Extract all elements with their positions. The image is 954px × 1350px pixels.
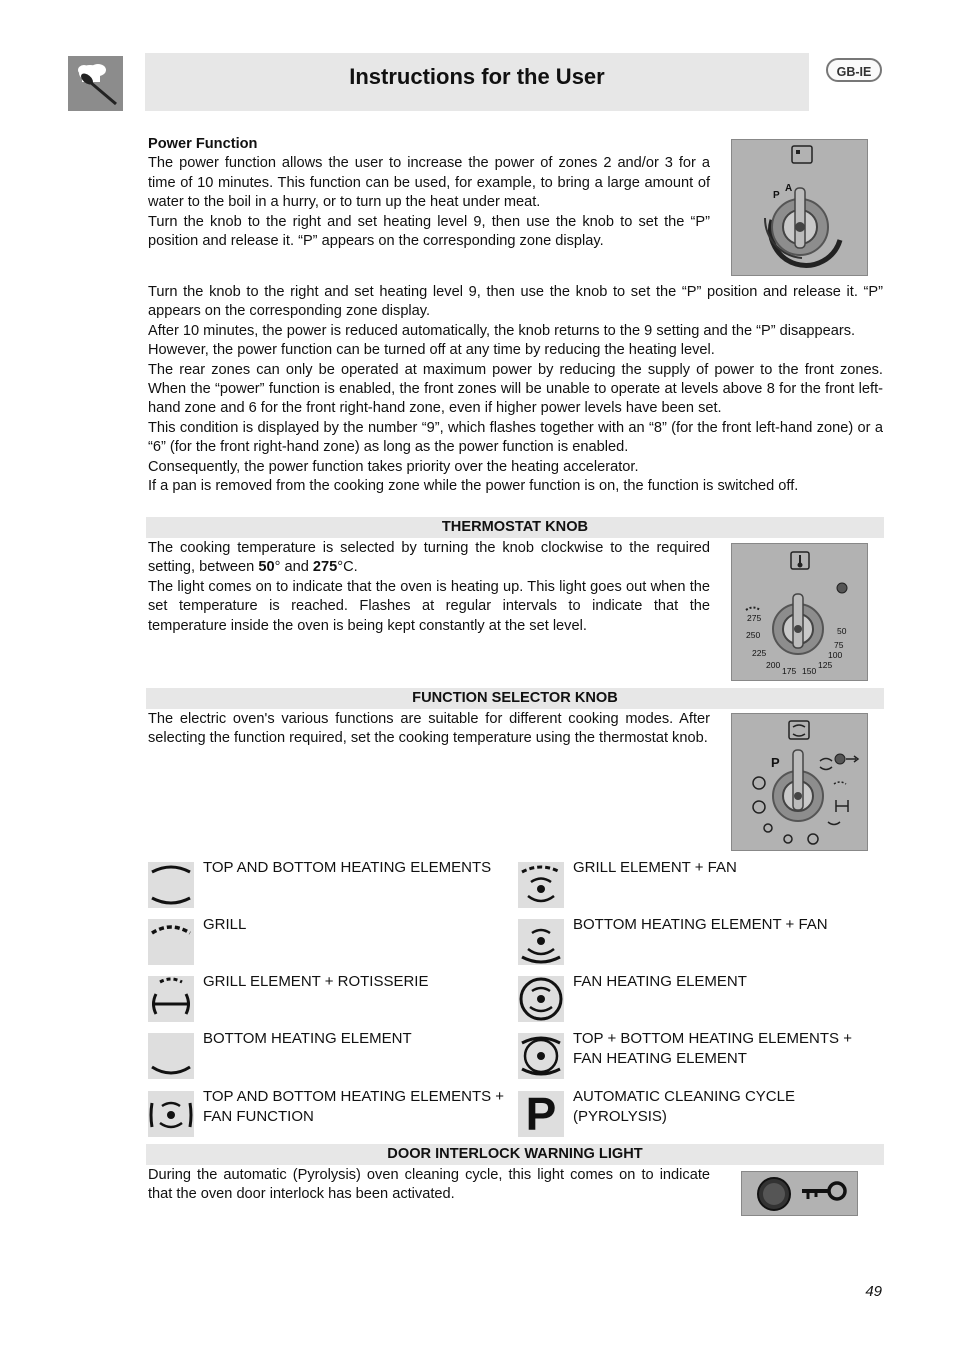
power-function-intro-text-2: Turn the knob to the right and set heating level 9, then use the knob to set the “P” position and release it. “P” appears on the corresponding zone display. [148, 213, 710, 250]
scale-label: 150 [802, 666, 817, 676]
power-knob-panel [731, 139, 868, 276]
function-label: AUTOMATIC CLEANING CYCLE (PYROLYSIS) [573, 1088, 795, 1125]
paragraph: The rear zones can only be operated at maximum power by reducing the supply of power to the front zones. When the “power” function is enabled, the front zones will be unable to operate at levels above 8 for the front left-hand zone and 6 for the front right-hand zone, even if higher power levels have been set. [148, 361, 883, 417]
scale-label: 200 [766, 660, 781, 670]
function-label: BOTTOM HEATING ELEMENT + FAN [573, 916, 828, 933]
thermostat-heading: THERMOSTAT KNOB [146, 517, 884, 538]
scale-label: 50 [837, 626, 847, 636]
scale-label: 100 [828, 650, 843, 660]
power-function-intro [148, 135, 710, 251]
page-title: Instructions for the User [349, 64, 605, 89]
thermostat-text [148, 539, 710, 636]
scale-label: 250 [746, 630, 761, 640]
oven-light-icon [837, 583, 847, 593]
grill-fan-icon [518, 862, 564, 908]
door-lamp-icon [835, 754, 845, 764]
paragraph: Consequently, the power function takes priority over the heating accelerator. [148, 458, 639, 475]
door-interlock-heading: DOOR INTERLOCK WARNING LIGHT [146, 1144, 884, 1165]
thermostat-knob-panel [731, 543, 868, 681]
function-label: GRILL [203, 916, 247, 933]
scale-label: 225 [752, 648, 767, 658]
thermostat-light-text: The light comes on to indicate that the oven is heating up. This light goes out when the set temperature is reached. Flashes at regular intervals to indicate that the temperature inside the oven is being kept constantly at the set level. [148, 578, 710, 634]
paragraph: After 10 minutes, the power is reduced automatically, the knob returns to the 9 setting and the “P” disappears. [148, 322, 856, 339]
scale-label: 275 [747, 613, 762, 623]
function-selector-heading: FUNCTION SELECTOR KNOB [146, 688, 884, 709]
paragraph: However, the power function can be turned off at any time by reducing the heating level. [148, 342, 715, 359]
top-bottom-fan-heating-icon [518, 1033, 564, 1079]
paragraph: This condition is displayed by the number “9”, which flashes together with an “8” (for the front left-hand zone) or a “6” (for the front right-hand zone) as long as the power function is enabled. [148, 419, 883, 456]
top-bottom-heat-icon [148, 862, 194, 908]
function-label: TOP + BOTTOM HEATING ELEMENTS + FAN HEATING ELEMENT [573, 1030, 852, 1067]
function-label: GRILL ELEMENT + ROTISSERIE [203, 973, 429, 990]
scale-label: 75 [834, 640, 844, 650]
door-interlock-text: During the automatic (Pyrolysis) oven cleaning cycle, this light comes on to indicate that the oven door interlock has been activated. [148, 1167, 710, 1203]
paragraph: If a pan is removed from the cooking zone while the power function is on, the function is switched off. [148, 478, 799, 495]
chef-logo-icon [68, 56, 123, 111]
door-key-icon [802, 1183, 845, 1199]
knob-label-a: A [785, 183, 793, 194]
grill-rotisserie-icon [148, 976, 194, 1022]
function-selector-panel [731, 713, 868, 851]
knob-label-p: P [773, 190, 780, 201]
pyrolysis-icon: P [518, 1091, 564, 1137]
power-function-heading: Power Function [148, 136, 258, 152]
selector-p-label: P [771, 755, 780, 770]
paragraph: Turn the knob to the right and set heating level 9, then use the knob to set the “P” position and release it. “P” appears on the corresponding zone display. [148, 284, 883, 320]
function-label: BOTTOM HEATING ELEMENT [203, 1030, 412, 1047]
function-label: FAN HEATING ELEMENT [573, 973, 747, 990]
bottom-heat-fan-icon [518, 919, 564, 965]
fan-heating-icon [518, 976, 564, 1022]
page-number: 49 [865, 1283, 882, 1300]
scale-label: 175 [782, 666, 797, 676]
region-badge: GB-IE [826, 58, 882, 82]
function-label: TOP AND BOTTOM HEATING ELEMENTS [203, 859, 492, 876]
function-selector-text: The electric oven's various functions are suitable for different cooking modes. After selecting the function required, set the cooking temperature using the thermostat knob. [148, 711, 710, 747]
door-interlock-panel [741, 1171, 858, 1216]
scale-label: 125 [818, 660, 833, 670]
bottom-heat-icon [148, 1033, 194, 1079]
zone-display-icon [792, 146, 812, 163]
power-function-intro-text: The power function allows the user to increase the power of zones 2 and/or 3 for a time of 10 minutes. This function can be used, for example, to bring a large amount of water to the boil in a hurry, or to turn up the heat under meat. [148, 155, 710, 211]
power-function-body [148, 283, 883, 496]
key-icon [846, 756, 858, 762]
thermostat-range-text: The cooking temperature is selected by turning the knob clockwise to the required setting, between 50° and 275°C. [148, 540, 710, 576]
function-label: TOP AND BOTTOM HEATING ELEMENTS + FAN FUNCTION [203, 1088, 505, 1125]
grill-icon [148, 919, 194, 965]
function-label: GRILL ELEMENT + FAN [573, 859, 737, 876]
top-bottom-fan-function-icon [148, 1091, 194, 1137]
